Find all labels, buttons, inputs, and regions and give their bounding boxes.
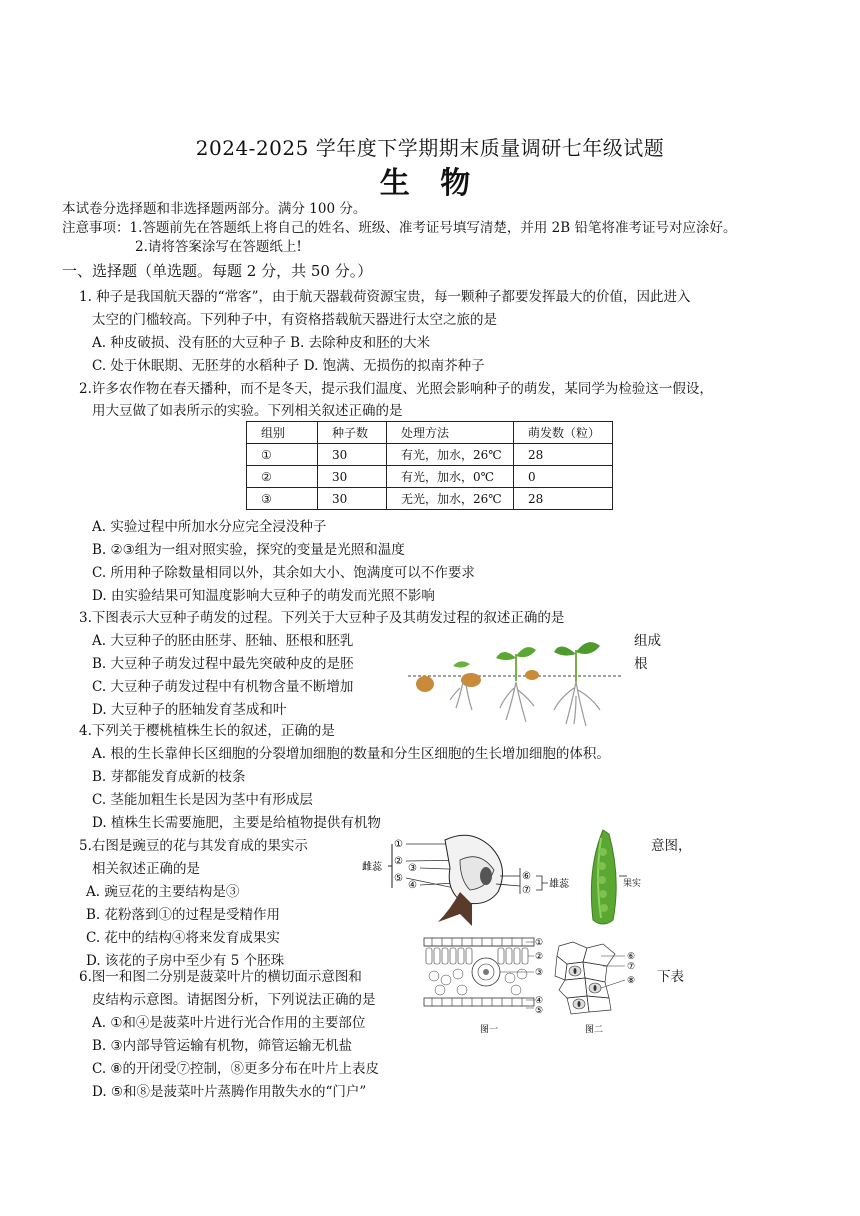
table-cell: ② — [247, 466, 318, 488]
epidermis-label-6: ⑥ — [627, 952, 636, 962]
q3-option-a-end: 组成 — [634, 633, 661, 649]
experiment-table — [246, 421, 613, 510]
q6-option-a: A. ①和④是菠菜叶片进行光合作用的主要部位 — [92, 1015, 366, 1031]
q2-stem-1: 2.许多农作物在春天播种，而不是冬天，提示我们温度、光照会影响种子的萌发，某同学为检验这一假设， — [79, 381, 713, 397]
table-cell: ① — [247, 444, 318, 466]
q6-option-b: B. ③内部导管运输有机物，筛管运输无机盐 — [92, 1038, 353, 1054]
q5-stem-2: 相关叙述正确的是 — [92, 861, 200, 877]
q6-option-c: C. ⑧的开闭受⑦控制，⑧更多分布在叶片上表皮 — [92, 1061, 380, 1077]
q4-option-c: C. 茎能加粗生长是因为茎中有形成层 — [92, 792, 313, 808]
table-row — [247, 466, 613, 488]
q3-option-b: B. 大豆种子萌发过程中最先突破种皮的是胚 — [92, 656, 354, 672]
q3-option-b-end: 根 — [634, 656, 648, 672]
notice-line-2: 2.请将答案涂写在答题纸上! — [135, 239, 302, 255]
q2-stem-2: 用大豆做了如表所示的实验。下列相关叙述正确的是 — [92, 403, 403, 419]
q4-stem: 4.下列关于樱桃植株生长的叙述，正确的是 — [79, 723, 335, 739]
q5-stem-1: 5.右图是豌豆的花与其发育成的果实示 — [79, 838, 308, 854]
table-header-cell: 处理方法 — [387, 422, 514, 444]
table-header-cell: 种子数 — [318, 422, 387, 444]
q2-option-c: C. 所用种子除数量相同以外，其余如大小、饱满度可以不作要求 — [92, 565, 475, 581]
leaf-label-4: ④ — [535, 996, 544, 1006]
stamen-label: 雄蕊 — [549, 879, 569, 890]
leaf-label-2: ② — [535, 952, 544, 962]
q5-stem-1-end: 意图， — [651, 838, 692, 854]
table-cell: 28 — [514, 444, 613, 466]
table-row — [247, 488, 613, 510]
q1-options-ab: A. 种皮破损、没有胚的大豆种子 B. 去除种皮和胚的大米 — [92, 335, 431, 351]
q6-option-d: D. ⑤和⑧是菠菜叶片蒸腾作用散失水的“门户” — [92, 1084, 367, 1100]
q2-option-d: D. 由实验结果可知温度影响大豆种子的萌发而光照不影响 — [92, 588, 435, 604]
table-cell: 30 — [318, 444, 387, 466]
table-cell: 30 — [318, 466, 387, 488]
table-cell: 0 — [514, 466, 613, 488]
leaf-label-1: ① — [535, 938, 544, 948]
pea-flower-figure — [360, 830, 575, 930]
section-heading: 一、选择题（单选题。每题 2 分，共 50 分。） — [62, 262, 373, 280]
subject-title: 生 物 — [379, 166, 481, 201]
flower-label-3: ③ — [408, 863, 417, 874]
q3-stem: 3.下图表示大豆种子萌发的过程。下列关于大豆种子及其萌发过程的叙述正确的是 — [79, 610, 565, 626]
q1-options-cd: C. 处于休眠期、无胚芽的水稻种子 D. 饱满、无损伤的拟南芥种子 — [92, 358, 485, 374]
leaf-cross-section-figure — [422, 934, 550, 1036]
leaf-epidermis-figure — [553, 938, 653, 1036]
pistil-label: 雌蕊 — [362, 862, 382, 873]
flower-label-6: ⑥ — [522, 871, 531, 882]
table-cell: 30 — [318, 488, 387, 510]
soybean-germination-figure — [408, 636, 624, 728]
q6-stem-1: 6.图一和图二分别是菠菜叶片的横切面示意图和 — [79, 969, 362, 985]
q4-option-d: D. 植株生长需要施肥，主要是给植物提供有机物 — [92, 815, 381, 831]
table-cell: 28 — [514, 488, 613, 510]
epidermis-label-8: ⑧ — [627, 976, 636, 986]
q5-option-a: A. 豌豆花的主要结构是③ — [86, 884, 240, 900]
leaf-label-3: ③ — [535, 968, 544, 978]
flower-label-1: ① — [394, 839, 403, 850]
q5-option-b: B. 花粉落到①的过程是受精作用 — [86, 907, 281, 923]
intro-line: 本试卷分选择题和非选择题两部分。满分 100 分。 — [62, 201, 367, 217]
leaf-label-5: ⑤ — [535, 1006, 544, 1016]
q5-option-d: D. 该花的子房中至少有 5 个胚珠 — [86, 953, 285, 969]
flower-label-4: ④ — [408, 880, 417, 891]
q2-option-a: A. 实验过程中所加水分应完全浸没种子 — [92, 519, 327, 535]
q4-option-b: B. 芽都能发育成新的枝条 — [92, 769, 246, 785]
notice-line-1: 注意事项：1.答题前先在答题纸上将自己的姓名、班级、准考证号填写清楚，并用 2B 铅笔将准考证号对应涂好。 — [62, 220, 737, 236]
q1-stem-1: 1. 种子是我国航天器的“常客”，由于航天器载荷资源宝贵，每一颗种子都要发挥最大的价值，因此进入 — [79, 289, 691, 305]
q1-stem-2: 太空的门槛较高。下列种子中，有资格搭载航天器进行太空之旅的是 — [92, 312, 497, 328]
table-cell: 无光，加水，26℃ — [387, 488, 514, 510]
table-header-cell: 萌发数（粒） — [514, 422, 613, 444]
q6-stem-2: 皮结构示意图。请据图分析，下列说法正确的是 — [92, 992, 376, 1008]
table-cell: 有光，加水，26℃ — [387, 444, 514, 466]
flower-label-5: ⑤ — [394, 873, 403, 884]
q3-option-d: D. 大豆种子的胚轴发育茎成和叶 — [92, 702, 287, 718]
q2-option-b: B. ②③组为一组对照实验，探究的变量是光照和温度 — [92, 542, 405, 558]
flower-label-2: ② — [394, 856, 403, 867]
table-header-cell: 组别 — [247, 422, 318, 444]
pea-pod-figure — [583, 828, 642, 928]
epidermis-label-7: ⑦ — [627, 962, 636, 972]
figure-2-caption: 图二 — [585, 1025, 604, 1035]
exam-title: 2024-2025 学年度下学期期末质量调研七年级试题 — [195, 136, 665, 160]
figure-1-caption: 图一 — [480, 1025, 499, 1035]
flower-label-7: ⑦ — [522, 885, 531, 896]
table-row — [247, 444, 613, 466]
table-cell: 有光，加水，0℃ — [387, 466, 514, 488]
q4-option-a: A. 根的生长靠伸长区细胞的分裂增加细胞的数量和分生区细胞的生长增加细胞的体积。 — [92, 746, 610, 762]
q3-option-a: A. 大豆种子的胚由胚芽、胚轴、胚根和胚乳 — [92, 633, 354, 649]
q6-stem-1-end: 下表 — [657, 969, 684, 985]
q5-option-c: C. 花中的结构④将来发育成果实 — [86, 930, 280, 946]
table-cell: ③ — [247, 488, 318, 510]
q3-option-c: C. 大豆种子萌发过程中有机物含量不断增加 — [92, 679, 354, 695]
fruit-label: 果实 — [623, 879, 642, 889]
table-header-row — [247, 422, 613, 444]
